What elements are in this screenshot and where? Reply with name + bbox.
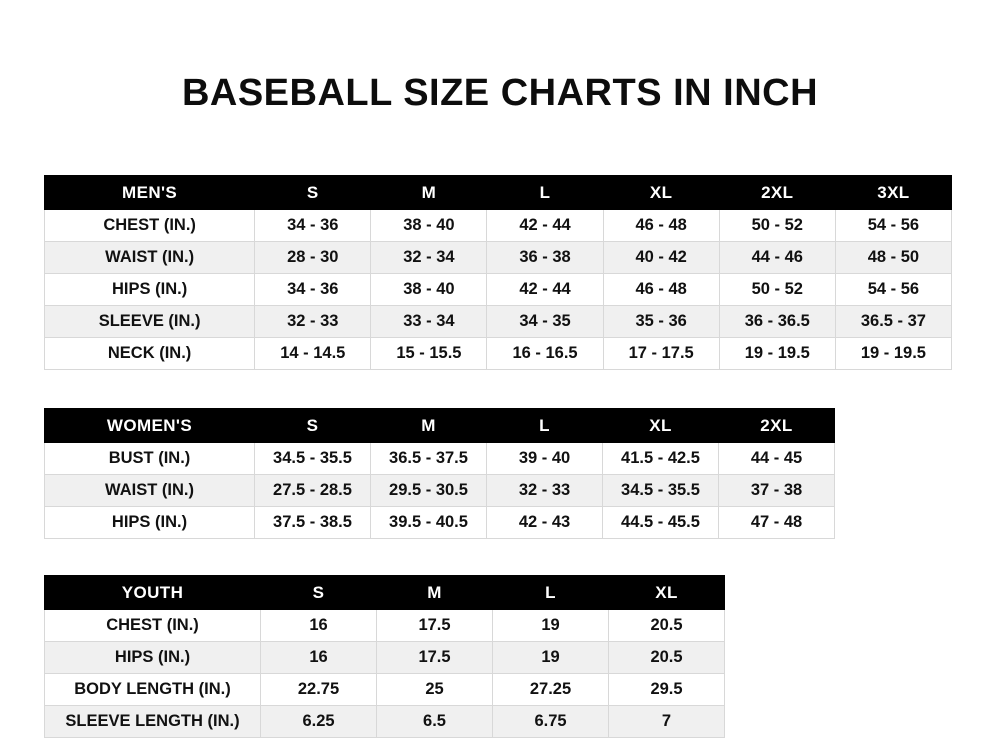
cell: 36.5 - 37.5 [371, 443, 487, 475]
cell: 34 - 35 [487, 306, 603, 338]
table-row [45, 610, 725, 642]
cell: 22.75 [261, 674, 377, 706]
cell: 19 - 19.5 [719, 338, 835, 370]
cell: 17.5 [377, 610, 493, 642]
youth-size-table [44, 575, 725, 738]
table-row [45, 306, 952, 338]
cell: 48 - 50 [835, 242, 951, 274]
table-row [45, 274, 952, 306]
cell: 32 - 33 [255, 306, 371, 338]
cell: 17 - 17.5 [603, 338, 719, 370]
table-header-row [45, 576, 725, 610]
cell: 41.5 - 42.5 [603, 443, 719, 475]
womens-header-l: L [487, 409, 603, 443]
cell: 19 [493, 610, 609, 642]
table-row [45, 338, 952, 370]
cell: 20.5 [609, 642, 725, 674]
cell: 27.25 [493, 674, 609, 706]
cell: 17.5 [377, 642, 493, 674]
row-label: WAIST (IN.) [45, 242, 255, 274]
cell: 46 - 48 [603, 210, 719, 242]
mens-header-m: M [371, 176, 487, 210]
cell: 28 - 30 [255, 242, 371, 274]
cell: 39 - 40 [487, 443, 603, 475]
mens-header-xl: XL [603, 176, 719, 210]
table-row [45, 507, 835, 539]
cell: 44.5 - 45.5 [603, 507, 719, 539]
cell: 7 [609, 706, 725, 738]
table-spacer [44, 370, 956, 408]
table-header-row [45, 176, 952, 210]
mens-header-3xl: 3XL [835, 176, 951, 210]
cell: 27.5 - 28.5 [255, 475, 371, 507]
womens-table-body [45, 443, 835, 539]
cell: 39.5 - 40.5 [371, 507, 487, 539]
cell: 44 - 45 [719, 443, 835, 475]
mens-table-header [45, 176, 952, 210]
cell: 34 - 36 [255, 210, 371, 242]
cell: 32 - 33 [487, 475, 603, 507]
cell: 6.75 [493, 706, 609, 738]
cell: 19 - 19.5 [835, 338, 951, 370]
womens-table-header [45, 409, 835, 443]
mens-header-label: MEN'S [45, 176, 255, 210]
cell: 37 - 38 [719, 475, 835, 507]
row-label: HIPS (IN.) [45, 642, 261, 674]
table-header-row [45, 409, 835, 443]
cell: 25 [377, 674, 493, 706]
youth-header-l: L [493, 576, 609, 610]
cell: 33 - 34 [371, 306, 487, 338]
table-row [45, 443, 835, 475]
table-row [45, 210, 952, 242]
mens-header-2xl: 2XL [719, 176, 835, 210]
cell: 6.5 [377, 706, 493, 738]
page-title: BASEBALL SIZE CHARTS IN INCH [181, 72, 819, 114]
row-label: WAIST (IN.) [45, 475, 255, 507]
cell: 38 - 40 [371, 274, 487, 306]
cell: 34 - 36 [255, 274, 371, 306]
row-label: BUST (IN.) [45, 443, 255, 475]
youth-header-xl: XL [609, 576, 725, 610]
youth-header-m: M [377, 576, 493, 610]
cell: 20.5 [609, 610, 725, 642]
youth-header-label: YOUTH [45, 576, 261, 610]
row-label: HIPS (IN.) [45, 507, 255, 539]
cell: 50 - 52 [719, 274, 835, 306]
table-spacer [44, 539, 956, 575]
cell: 36 - 38 [487, 242, 603, 274]
cell: 14 - 14.5 [255, 338, 371, 370]
womens-size-table [44, 408, 835, 539]
cell: 42 - 44 [487, 210, 603, 242]
cell: 29.5 [609, 674, 725, 706]
womens-header-label: WOMEN'S [45, 409, 255, 443]
table-row [45, 475, 835, 507]
table-row [45, 642, 725, 674]
cell: 44 - 46 [719, 242, 835, 274]
cell: 54 - 56 [835, 210, 951, 242]
row-label: SLEEVE (IN.) [45, 306, 255, 338]
cell: 15 - 15.5 [371, 338, 487, 370]
cell: 35 - 36 [603, 306, 719, 338]
cell: 42 - 44 [487, 274, 603, 306]
cell: 32 - 34 [371, 242, 487, 274]
cell: 42 - 43 [487, 507, 603, 539]
table-row [45, 706, 725, 738]
row-label: CHEST (IN.) [45, 210, 255, 242]
youth-table-body [45, 610, 725, 738]
mens-header-l: L [487, 176, 603, 210]
row-label: CHEST (IN.) [45, 610, 261, 642]
womens-header-s: S [255, 409, 371, 443]
row-label: NECK (IN.) [45, 338, 255, 370]
cell: 40 - 42 [603, 242, 719, 274]
cell: 16 [261, 610, 377, 642]
mens-header-s: S [255, 176, 371, 210]
cell: 19 [493, 642, 609, 674]
womens-header-2xl: 2XL [719, 409, 835, 443]
cell: 46 - 48 [603, 274, 719, 306]
cell: 37.5 - 38.5 [255, 507, 371, 539]
cell: 16 [261, 642, 377, 674]
tables-container [0, 175, 1000, 738]
row-label: BODY LENGTH (IN.) [45, 674, 261, 706]
cell: 34.5 - 35.5 [603, 475, 719, 507]
cell: 47 - 48 [719, 507, 835, 539]
womens-header-xl: XL [603, 409, 719, 443]
cell: 36.5 - 37 [835, 306, 951, 338]
table-row [45, 674, 725, 706]
cell: 38 - 40 [371, 210, 487, 242]
row-label: HIPS (IN.) [45, 274, 255, 306]
cell: 34.5 - 35.5 [255, 443, 371, 475]
row-label: SLEEVE LENGTH (IN.) [45, 706, 261, 738]
youth-header-s: S [261, 576, 377, 610]
cell: 36 - 36.5 [719, 306, 835, 338]
cell: 50 - 52 [719, 210, 835, 242]
cell: 29.5 - 30.5 [371, 475, 487, 507]
cell: 54 - 56 [835, 274, 951, 306]
cell: 16 - 16.5 [487, 338, 603, 370]
mens-table-body [45, 210, 952, 370]
mens-size-table [44, 175, 952, 370]
table-row [45, 242, 952, 274]
cell: 6.25 [261, 706, 377, 738]
womens-header-m: M [371, 409, 487, 443]
youth-table-header [45, 576, 725, 610]
